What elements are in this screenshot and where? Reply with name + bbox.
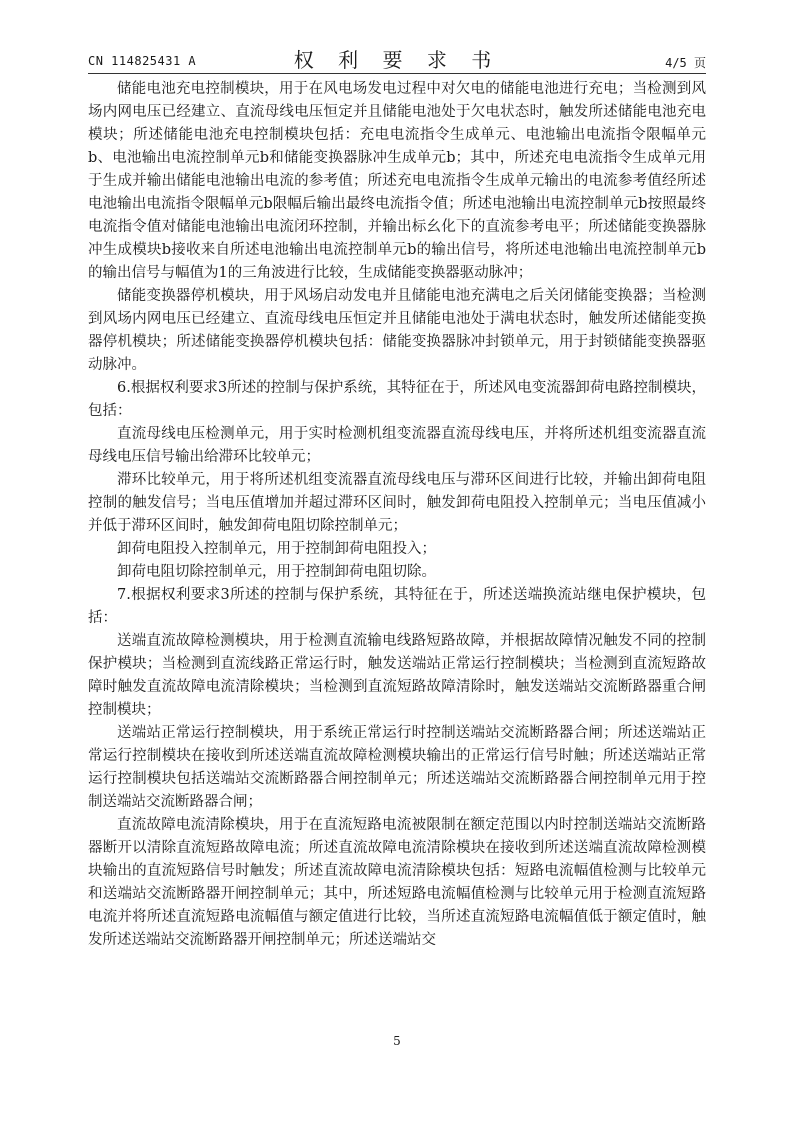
paragraph: 送端直流故障检测模块，用于检测直流输电线路短路故障，并根据故障情况触发不同的控制保护模块；当检测到直流线路正常运行时，触发送端站正常运行控制模块；当检测到直流短路故障时触发直流故障电流清除模块；当检测到直流短路故障清除时，触发送端站交流断路器重合闸控制模块； <box>88 633 706 718</box>
page-indicator: 4/5 页 <box>665 56 706 70</box>
claims-body <box>88 78 706 952</box>
paragraph: 送端站正常运行控制模块，用于系统正常运行时控制送端站交流断路器合闸；所述送端站正常运行控制模块在接收到所述送端直流故障检测模块输出的正常运行信号时触；所述送端站正常运行控制模块包括送端站交流断路器合闸控制单元；所述送端站交流断路器合闸控制单元用于控制送端站交流断路器合闸； <box>88 725 706 810</box>
paragraph: 直流故障电流清除模块，用于在直流短路电流被限制在额定范围以内时控制送端站交流断路器断开以清除直流短路故障电流；所述直流故障电流清除模块在接收到所述送端直流故障检测模块输出的直流短路信号时触发；所述直流故障电流清除模块包括：短路电流幅值检测与比较单元和送端站交流断路器开闸控制单元；其中，所述短路电流幅值检测与比较单元用于检测直流短路电流并将所述直流短路电流幅值与额定值进行比较，当所述直流短路电流幅值低于额定值时，触发所述送端站交流断路器开闸控制单元；所述送端站交 <box>88 817 706 948</box>
paragraph: 直流母线电压检测单元，用于实时检测机组变流器直流母线电压，并将所述机组变流器直流母线电压信号输出给滞环比较单元； <box>88 426 706 465</box>
publication-number: CN 114825431 A <box>88 54 197 68</box>
paragraph: 卸荷电阻切除控制单元，用于控制卸荷电阻切除。 <box>117 564 436 580</box>
paragraph: 卸荷电阻投入控制单元，用于控制卸荷电阻投入； <box>117 541 436 557</box>
paragraph: 储能电池充电控制模块，用于在风电场发电过程中对欠电的储能电池进行充电；当检测到风场内网电压已经建立、直流母线电压恒定并且储能电池处于欠电状态时，触发所述储能电池充电模块；所述储能电池充电控制模块包括：充电电流指令生成单元、电池输出电流指令限幅单元b、电池输出电流控制单元b和储能变换器脉冲生成单元b；其中，所述充电电流指令生成单元用于生成并输出储能电池输出电流的参考值；所述充电电流指令生成单元输出的电流参考值经所述电池输出电流指令限幅单元b限幅后输出最终电流指令值；所述电池输出电流控制单元b按照最终电流指令值对储能电池输出电流闭环控制，并输出标幺化下的直流参考电平；所述储能变换器脉冲生成模块b接收来自所述电池输出电流控制单元b的输出信号，将所述电池输出电流控制单元b的输出信号与幅值为1的三角波进行比较，生成储能变换器驱动脉冲； <box>88 81 706 281</box>
paragraph: 7.根据权利要求3所述的控制与保护系统，其特征在于，所述送端换流站继电保护模块，包括： <box>88 587 706 626</box>
page-number: 5 <box>393 1034 401 1048</box>
paragraph: 6.根据权利要求3所述的控制与保护系统，其特征在于，所述风电变流器卸荷电路控制模块，包括： <box>88 380 706 419</box>
paragraph: 滞环比较单元，用于将所述机组变流器直流母线电压与滞环区间进行比较，并输出卸荷电阻控制的触发信号；当电压值增加并超过滞环区间时，触发卸荷电阻投入控制单元；当电压值减小并低于滞环区间时，触发卸荷电阻切除控制单元； <box>88 472 706 534</box>
page-header <box>88 42 706 74</box>
document-title: 权 利 要 求 书 <box>293 48 501 72</box>
paragraph: 储能变换器停机模块，用于风场启动发电并且储能电池充满电之后关闭储能变换器；当检测到风场内网电压已经建立、直流母线电压恒定并且储能电池处于满电状态时，触发所述储能变换器停机模块；所述储能变换器停机模块包括：储能变换器脉冲封锁单元，用于封锁储能变换器驱动脉冲。 <box>88 288 706 373</box>
header-rule <box>88 73 706 74</box>
